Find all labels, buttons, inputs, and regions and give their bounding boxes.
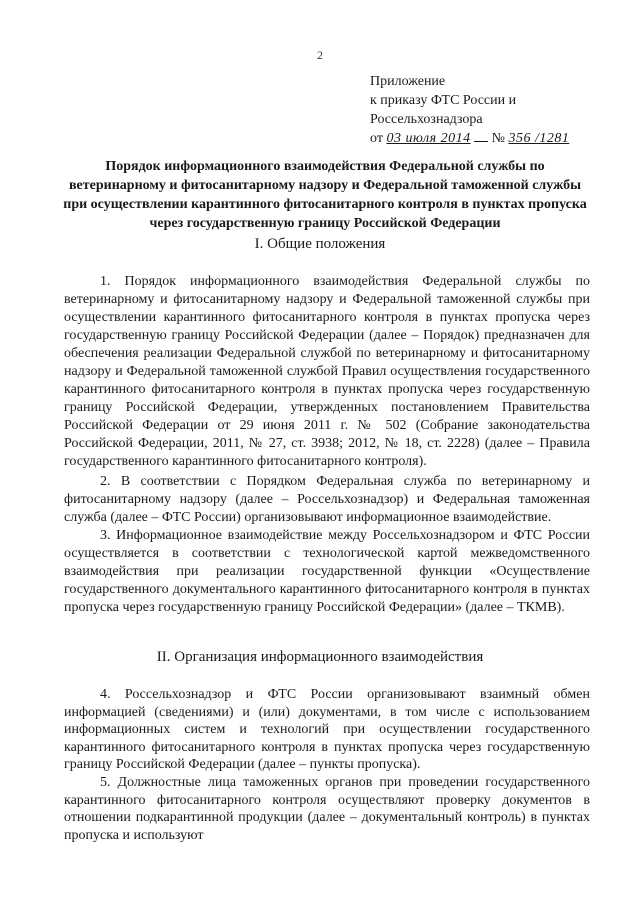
appendix-line-3: Россельхознадзора <box>370 112 483 127</box>
order-number-prefix: № <box>491 131 505 146</box>
order-date: 03 июля 2014 <box>386 131 471 146</box>
paragraph-4: 4. Россельхознадзор и ФТС России организовывают взаимный обмен информацией (сведениями) и (или) документами, в том числе с использованием информационных систем и технологий при осуществлении государственного карантинного фитосанитарного контроля в пунктах пропуска через государственную границу Российской Федерации (далее – пункты пропуска). <box>64 687 590 773</box>
document-title: Порядок информационного взаимодействия Федеральной службы по ветеринарному и фитосанитарному надзору и Федеральной таможенной службы при осуществлении карантинного фитосанитарного контроля в пунктах пропуска через государственную границу Российской Федерации <box>63 159 587 231</box>
section-1-heading: I. Общие положения <box>254 236 386 252</box>
order-reference <box>370 129 569 148</box>
order-number: 356 /1281 <box>508 131 570 146</box>
order-date-underline <box>474 141 488 142</box>
paragraph-2: 2. В соответствии с Порядком Федеральная служба по ветеринарному и фитосанитарному надзору (далее – Россельхознадзор) и Федеральная таможенная служба (далее – ФТС России) организовывают информационное взаимодействие. <box>64 474 590 525</box>
paragraph-5: 5. Должностные лица таможенных органов при проведении государственного карантинного фитосанитарного контроля осуществляют проверку документов в отношении подкарантинной продукции (далее – документальный контроль) в пунктах пропуска и используют <box>64 775 590 843</box>
page-number: 2 <box>317 48 323 62</box>
paragraph-3: 3. Информационное взаимодействие между Россельхознадзором и ФТС России осуществляется в соответствии с технологической картой межведомственного взаимодействия при реализации государственной функции «Осуществление государственного документального карантинного фитосанитарного контроля в пунктах пропуска через государственную границу Российской Федерации» (далее – ТКМВ). <box>64 528 590 615</box>
section-2-heading: II. Организация информационного взаимодействия <box>156 649 484 665</box>
paragraph-1: 1. Порядок информационного взаимодействия Федеральной службы по ветеринарному и фитосанитарному надзору и Федеральной таможенной службы при осуществлении карантинного фитосанитарного контроля в пунктах пропуска через государственную границу Российской Федерации (далее – Порядок) предназначен для обеспечения реализации Федеральной службой по ветеринарному и фитосанитарному надзору и Федеральной таможенной службой Правил осуществления государственного карантинного фитосанитарного контроля в пунктах пропуска через государственную границу Российской Федерации, утвержденных постановлением Правительства Российской Федерации от 29 июня 2011 г. № 502 (Собрание законодательства Российской Федерации, 2011, № 27, ст. 3938; 2012, № 18, ст. 2228) (далее – Правила государственного карантинного фитосанитарного контроля). <box>64 274 590 469</box>
appendix-line-2: к приказу ФТС России и <box>370 93 517 108</box>
order-date-prefix: от <box>370 131 383 146</box>
appendix-block <box>370 72 569 148</box>
appendix-line-1: Приложение <box>370 74 446 89</box>
